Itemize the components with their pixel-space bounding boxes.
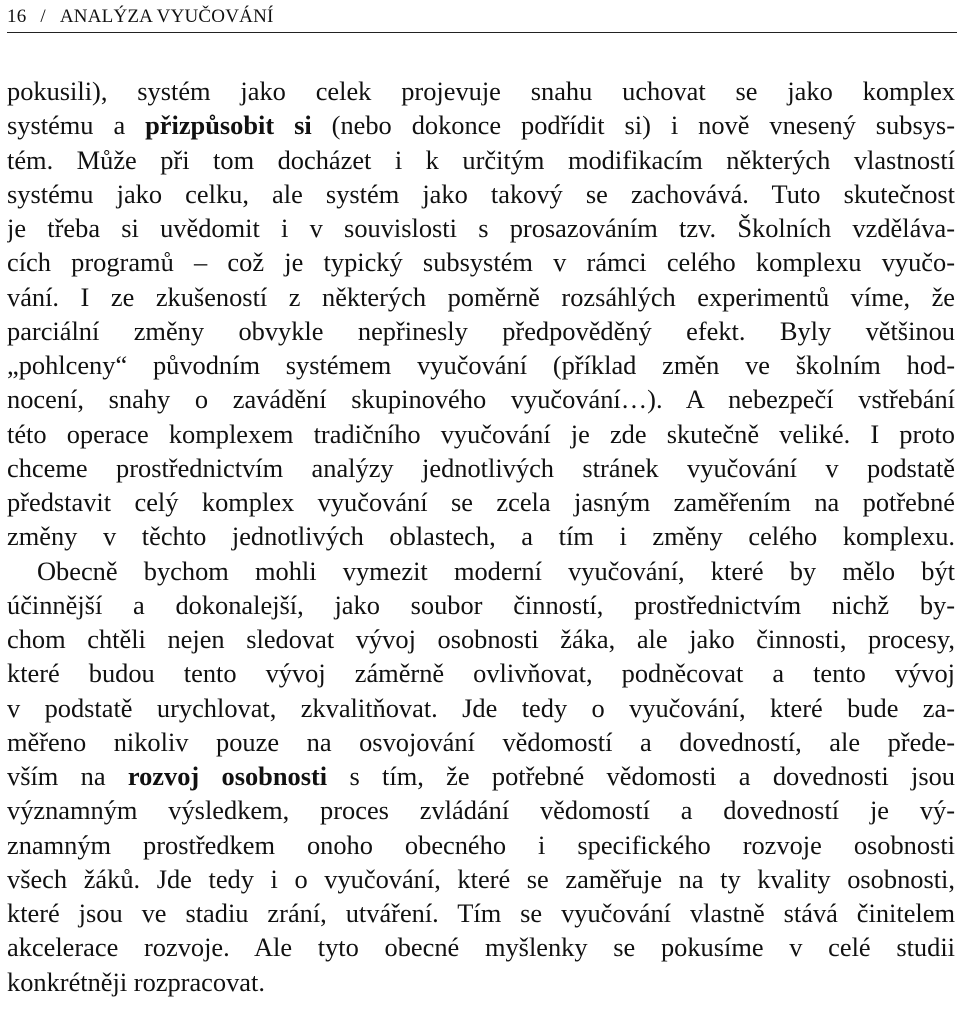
text-segment: cích programů – což je typický subsystém v rámci celého komplexu vyučo- [7, 247, 955, 278]
text-line [7, 965, 955, 999]
text-segment: měřeno nikoliv pouze na osvojování vědomostí a dovedností, ale přede- [7, 726, 955, 757]
text-segment: které budou tento vývoj záměrně ovlivňovat, podněcovat a tento vývoj [7, 658, 955, 689]
text-line [7, 177, 955, 211]
emphasized-term: přizpůsobit si [145, 110, 312, 141]
text-line [7, 656, 955, 690]
text-segment: významným výsledkem, proces zvládání vědomostí a dovedností je vý- [7, 795, 955, 826]
text-line [7, 896, 955, 930]
text-segment: znamným prostředkem onoho obecného i specifického rozvoje osobnosti [7, 829, 955, 860]
text-segment: parciální změny obvykle nepřinesly předpověděný efekt. Byly většinou [7, 315, 955, 346]
text-line [7, 143, 955, 177]
text-line [7, 245, 955, 279]
text-segment: vání. I ze zkušeností z některých poměrně rozsáhlých experimentů víme, že [7, 281, 955, 312]
page-number: 16 [7, 6, 27, 27]
text-segment: chceme prostřednictvím analýzy jednotlivých stránek vyučování v podstatě [7, 452, 955, 483]
text-line [7, 828, 955, 862]
emphasized-term: rozvoj osobnosti [127, 761, 328, 791]
chapter-title: ANALÝZA VYUČOVÁNÍ [59, 6, 274, 27]
text-segment: které jsou ve stadiu zrání, utváření. Tím se vyučování vlastně stává činitelem [7, 898, 955, 928]
text-line [7, 211, 955, 245]
text-segment: chom chtěli nejen sledovat vývoj osobnosti žáka, ale jako činnosti, procesy, [7, 624, 955, 654]
text-segment: s tím, že potřebné vědomosti a dovednosti jsou [327, 761, 955, 791]
text-line [7, 485, 955, 519]
text-segment: „pohlceny“ původním systémem vyučování (příklad změn ve školním hod- [7, 350, 955, 380]
body-paragraphs [7, 74, 955, 999]
text-segment: nocení, snahy o zavádění skupinového vyučování…). A nebezpečí vstřebání [7, 384, 955, 415]
text-line [7, 348, 955, 382]
text-segment: konkrétněji rozpracovat. [7, 966, 265, 997]
text-line [7, 74, 955, 108]
text-segment: účinnější a dokonalejší, jako soubor činností, prostřednictvím nichž by- [7, 589, 955, 620]
text-line [7, 108, 955, 142]
text-segment: systému jako celku, ale systém jako takový se zachovává. Tuto skutečnost [7, 178, 955, 209]
text-line [7, 280, 955, 314]
text-line [7, 314, 955, 348]
text-segment: této operace komplexem tradičního vyučování je zde skutečně veliké. I proto [7, 418, 955, 449]
text-segment: (nebo dokonce podřídit si) i nově vnesený subsys- [311, 110, 955, 141]
text-segment: vším na [7, 761, 128, 791]
header-separator: / [40, 6, 46, 27]
text-line [7, 451, 955, 485]
text-line [7, 725, 955, 759]
text-line [7, 588, 955, 622]
text-line [7, 793, 955, 827]
text-segment: akcelerace rozvoje. Ale tyto obecné myšlenky se pokusíme v celé studii [7, 932, 955, 963]
text-segment: všech žáků. Jde tedy i o vyučování, které se zaměřuje na ty kvality osobnosti, [7, 863, 955, 894]
text-line [7, 519, 955, 553]
text-segment: Obecně bychom mohli vymezit moderní vyučování, které by mělo být [37, 555, 955, 586]
text-line [7, 862, 955, 896]
text-segment: tém. Může při tom docházet i k určitým modifikacím některých vlastností [7, 144, 955, 175]
text-line [7, 417, 955, 451]
text-line [7, 759, 955, 793]
running-header [7, 4, 957, 33]
text-segment: v podstatě urychlovat, zkvalitňovat. Jde tedy o vyučování, které bude za- [7, 692, 955, 723]
text-line [7, 382, 955, 416]
text-line [7, 554, 955, 588]
text-segment: představit celý komplex vyučování se zcela jasným zaměřením na potřebné [7, 487, 955, 517]
text-line [7, 622, 955, 656]
text-segment: systému a [7, 110, 146, 141]
text-segment: změny v těchto jednotlivých oblastech, a tím i změny celého komplexu. [7, 521, 955, 552]
text-line [7, 691, 955, 725]
text-segment: pokusili), systém jako celek projevuje snahu uchovat se jako komplex [7, 76, 955, 106]
text-line [7, 930, 955, 964]
text-segment: je třeba si uvědomit i v souvislosti s prosazováním tzv. Školních vzděláva- [7, 213, 955, 243]
